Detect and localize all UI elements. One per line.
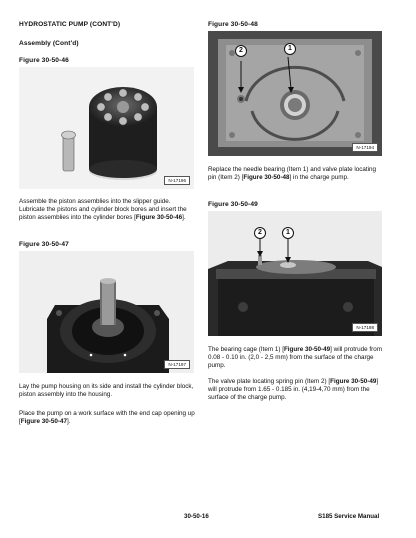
figure-49-id: N-17198 <box>352 323 378 332</box>
footer-manual-title: S185 Service Manual <box>318 513 380 520</box>
figure-49-callout-2: 2 <box>254 227 266 239</box>
charge-pump-side-illustration <box>208 211 382 336</box>
paragraph-install-cylinder-block: Lay the pump housing on its side and install the cylinder block, piston assembly into the housing. <box>19 383 194 399</box>
figure-46-id: N-17196 <box>164 176 190 185</box>
paragraph-replace-needle-bearing: Replace the needle bearing (Item 1) and valve plate locating pin (Item 2) [Figure 30-50-48] in the charge pump. <box>208 166 377 182</box>
figure-48-callout-2: 2 <box>235 45 247 57</box>
figure-48-caption: Figure 30-50-48 <box>208 21 258 28</box>
figure-46-caption: Figure 30-50-46 <box>19 57 69 64</box>
figure-48-photo <box>208 31 382 156</box>
figure-47-caption: Figure 30-50-47 <box>19 241 69 248</box>
figure-48-id: N-17194 <box>352 143 378 152</box>
figure-47-photo <box>19 251 194 373</box>
figure-48-callout-1: 1 <box>284 43 296 55</box>
paragraph-piston-assembly: Assemble the piston assemblies into the slipper guide. Lubricate the pistons and cylinder block bores and insert the piston assemblies into the cylinder bores [Figure 30-50-46]. <box>19 198 187 222</box>
section-title: HYDROSTATIC PUMP (CONT'D) <box>19 21 121 28</box>
figure-46-photo <box>19 67 194 189</box>
figure-49-callout-1: 1 <box>282 227 294 239</box>
figure-49-caption: Figure 30-50-49 <box>208 201 258 208</box>
paragraph-place-pump: Place the pump on a work surface with the end cap opening up [Figure 30-50-47]. <box>19 410 195 426</box>
figure-49-photo <box>208 211 382 336</box>
pump-housing-illustration <box>19 251 194 373</box>
cylinder-block-illustration <box>19 67 194 189</box>
paragraph-bearing-cage: The bearing cage (Item 1) [Figure 30-50-49] will protrude from 0.08 - 0.10 in. (2,0 - 2,5 mm) from the surface of the charge pump. <box>208 346 382 370</box>
subsection-title: Assembly (Cont'd) <box>19 40 79 47</box>
figure-47-id: N-17197 <box>164 360 190 369</box>
paragraph-spring-pin: The valve plate locating spring pin (Item 2) [Figure 30-50-49] will protrude from 1.65 - 0.185 in. (4,19-4,70 mm) from the surface of the charge pump. <box>208 378 379 402</box>
footer-page-number: 30-50-16 <box>184 513 209 520</box>
